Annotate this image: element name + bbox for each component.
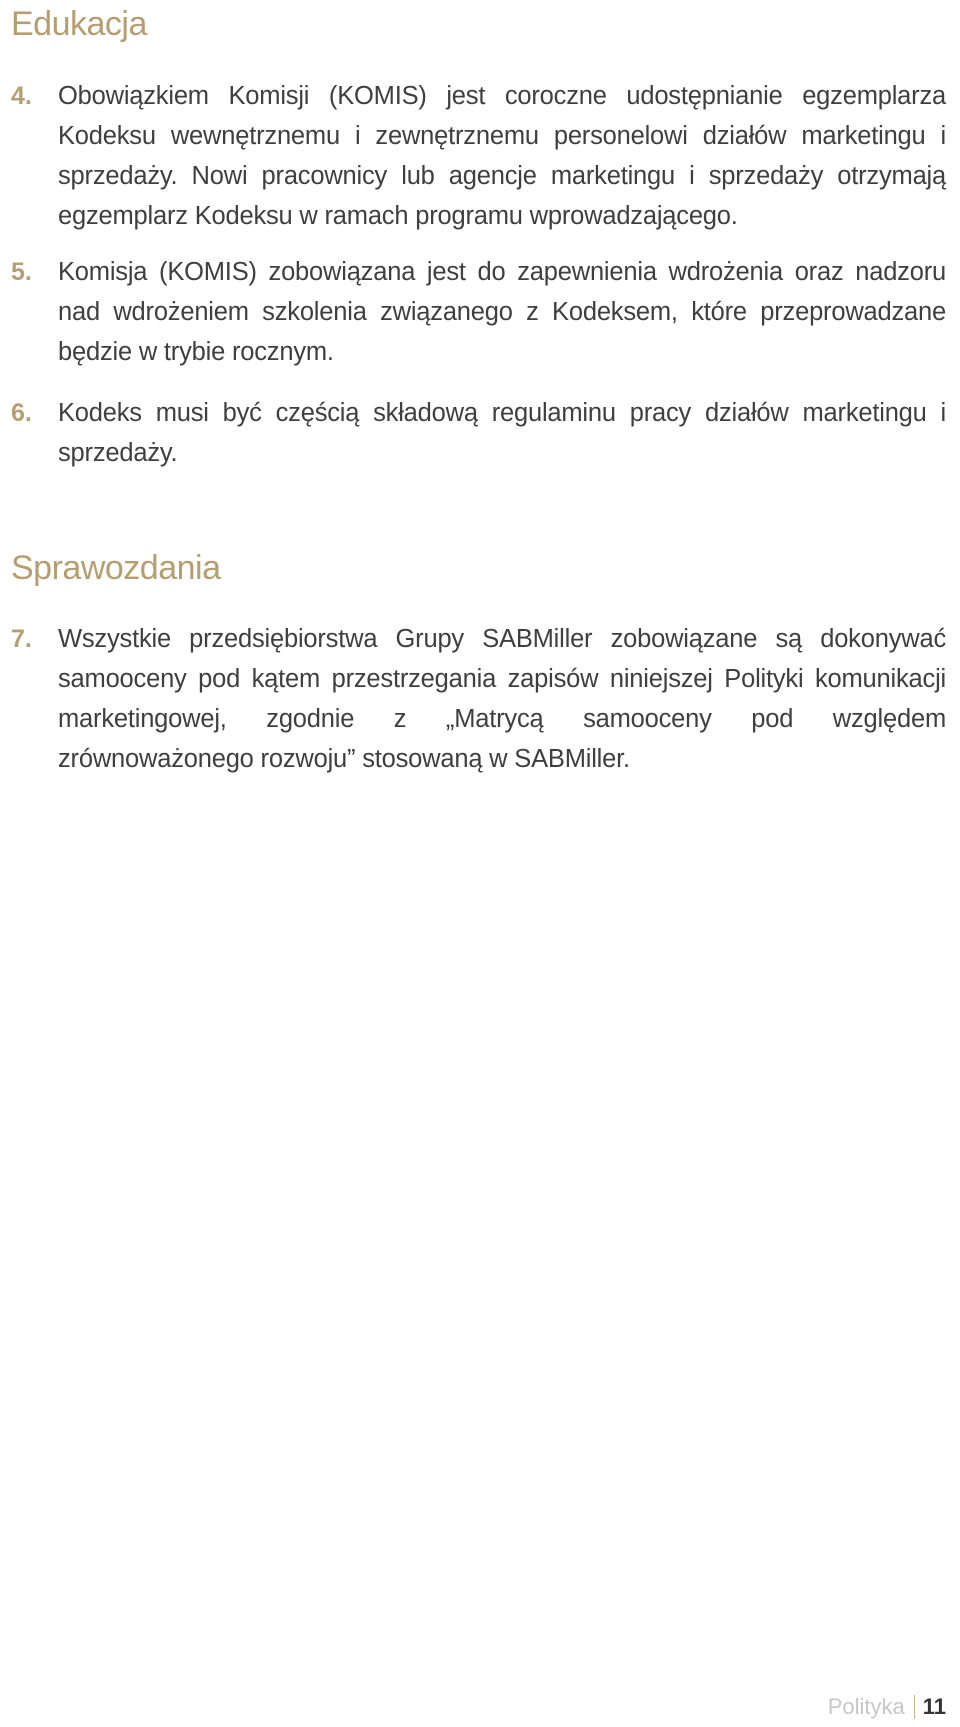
list-item-5 (11, 252, 946, 372)
item-number: 4. (11, 82, 32, 110)
item-number: 6. (11, 399, 32, 427)
page-number: 11 (922, 1694, 946, 1719)
item-number: 7. (11, 625, 32, 653)
item-text: Kodeks musi być częścią składową regulaminu pracy działów marketingu i sprzedaży. (58, 399, 946, 467)
item-text: Wszystkie przedsiębiorstwa Grupy SABMiller zobowiązane są dokonywać samooceny pod kątem przestrzegania zapisów niniejszej Polityki komunikacji marketingowej, zgodnie z „Matrycą samooceny pod względem zrównoważonego rozwoju” stosowaną w SABMiller. (58, 625, 946, 773)
item-number: 5. (11, 258, 32, 286)
page-footer (828, 1692, 946, 1722)
item-text: Obowiązkiem Komisji (KOMIS) jest coroczne udostępnianie egzemplarza Kodeksu wewnętrznemu i zewnętrznemu personelowi działów marketingu i sprzedaży. Nowi pracownicy lub agencje marketingu i sprzedaży otrzymają egzemplarz Kodeksu w ramach programu wprowadzającego. (58, 82, 946, 230)
list-item-7 (11, 619, 946, 779)
item-text: Komisja (KOMIS) zobowiązana jest do zapewnienia wdrożenia oraz nadzoru nad wdrożeniem szkolenia związanego z Kodeksem, które przeprowadzane będzie w trybie rocznym. (58, 258, 946, 366)
section-heading-sprawozdania: Sprawozdania (11, 549, 221, 587)
footer-label: Polityka (827, 1694, 905, 1719)
list-item-6 (11, 393, 946, 473)
list-item-4 (11, 76, 946, 236)
footer-divider (914, 1695, 915, 1719)
section-heading-edukacja: Edukacja (11, 5, 147, 43)
